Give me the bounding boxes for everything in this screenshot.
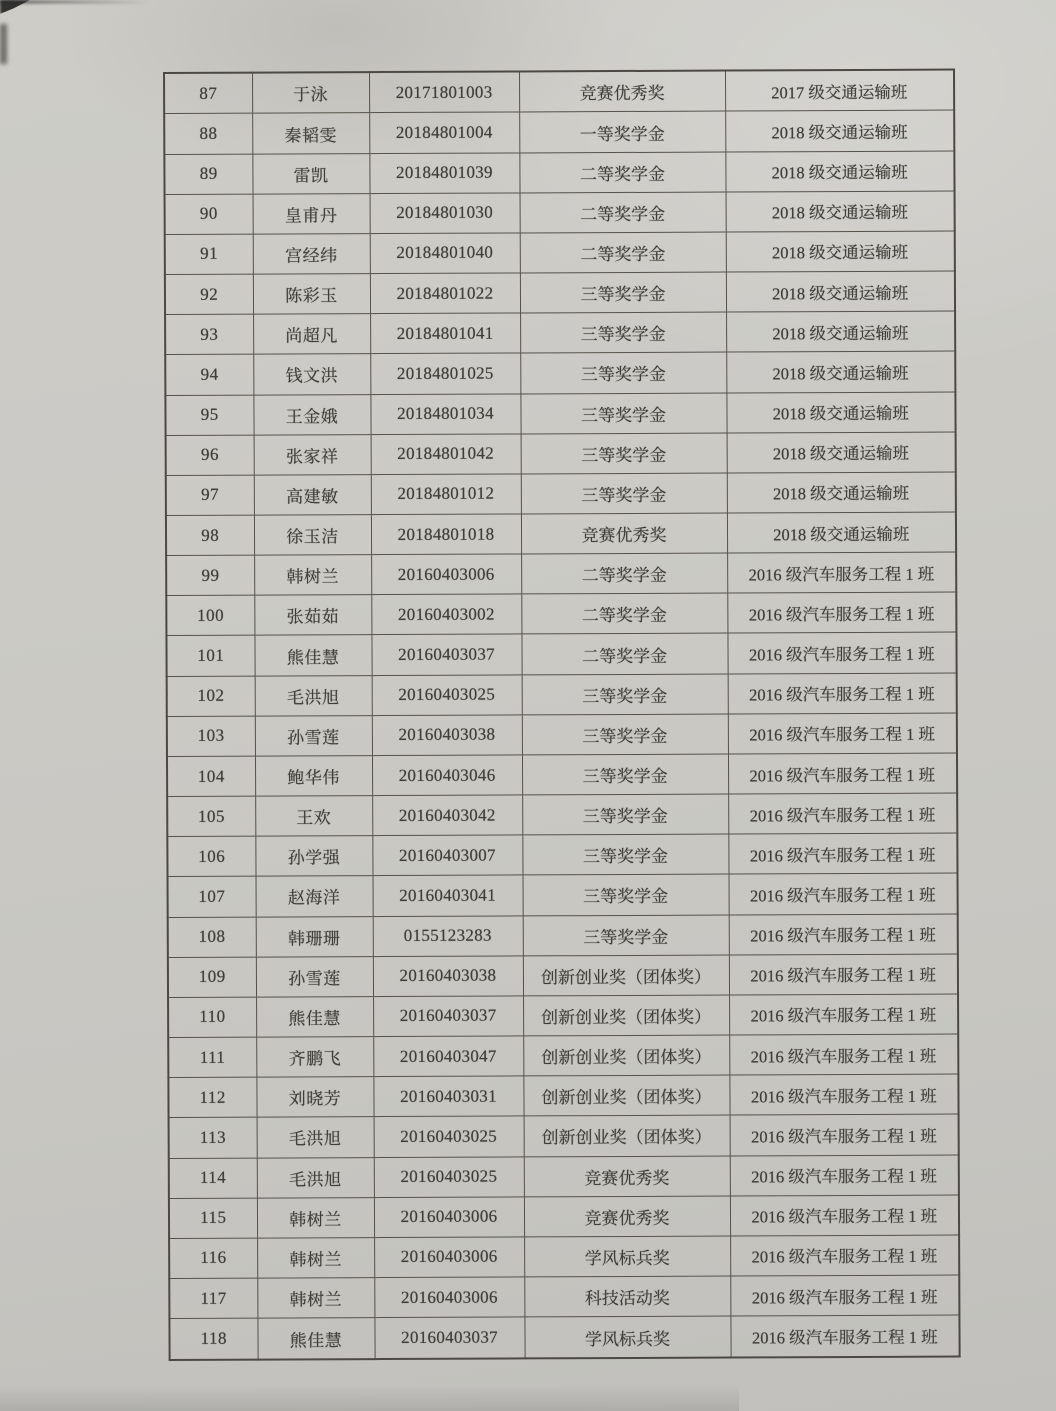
cell-row-number: 115 bbox=[169, 1198, 257, 1239]
table-row bbox=[164, 110, 954, 154]
scan-artifact-top-line bbox=[0, 0, 150, 4]
cell-student-name: 韩珊珊 bbox=[256, 916, 373, 957]
cell-award-name: 三等奖学金 bbox=[520, 272, 726, 313]
cell-class-name: 2016 级汽车服务工程 1 班 bbox=[729, 1074, 958, 1115]
table-row bbox=[168, 1074, 958, 1118]
cell-student-name: 高建敏 bbox=[254, 474, 371, 515]
cell-award-name: 二等奖学金 bbox=[520, 232, 726, 273]
cell-award-name: 创新创业奖（团体奖） bbox=[524, 1115, 730, 1156]
cell-row-number: 106 bbox=[167, 836, 255, 877]
cell-student-id: 20184801030 bbox=[370, 193, 520, 234]
cell-student-id: 20184801018 bbox=[371, 514, 521, 555]
table-row bbox=[168, 1034, 958, 1078]
table-row bbox=[169, 1155, 959, 1199]
cell-class-name: 2018 级交通运输班 bbox=[727, 472, 956, 513]
cell-class-name: 2016 级汽车服务工程 1 班 bbox=[730, 1315, 959, 1357]
table-row bbox=[168, 914, 958, 958]
cell-student-name: 尚超凡 bbox=[253, 314, 370, 355]
cell-award-name: 竞赛优秀奖 bbox=[524, 1196, 730, 1237]
cell-row-number: 110 bbox=[168, 997, 256, 1038]
cell-class-name: 2016 级汽车服务工程 1 班 bbox=[728, 713, 957, 754]
cell-student-name: 张家祥 bbox=[254, 434, 371, 475]
cell-award-name: 科技活动奖 bbox=[524, 1276, 730, 1317]
table-row bbox=[165, 271, 955, 315]
cell-award-name: 创新创业奖（团体奖） bbox=[523, 995, 729, 1036]
table-row bbox=[169, 1114, 959, 1158]
cell-award-name: 二等奖学金 bbox=[519, 152, 725, 193]
cell-row-number: 95 bbox=[165, 395, 253, 436]
cell-award-name: 三等奖学金 bbox=[522, 834, 728, 875]
cell-student-id: 20184801012 bbox=[371, 474, 521, 515]
cell-class-name: 2018 级交通运输班 bbox=[727, 512, 956, 553]
cell-class-name: 2016 级汽车服务工程 1 班 bbox=[729, 914, 958, 955]
cell-student-id: 20184801034 bbox=[370, 393, 520, 434]
cell-student-id: 20160403042 bbox=[372, 795, 522, 836]
cell-row-number: 94 bbox=[165, 354, 253, 395]
cell-award-name: 学风标兵奖 bbox=[524, 1316, 730, 1358]
cell-award-name: 三等奖学金 bbox=[520, 393, 726, 434]
cell-student-id: 20160403037 bbox=[371, 634, 521, 675]
table-row bbox=[169, 1235, 959, 1279]
cell-student-name: 熊佳慧 bbox=[257, 1318, 374, 1360]
cell-student-name: 韩树兰 bbox=[257, 1197, 374, 1238]
cell-row-number: 101 bbox=[166, 636, 254, 677]
cell-award-name: 三等奖学金 bbox=[523, 915, 729, 956]
cell-student-name: 孙雪莲 bbox=[256, 956, 373, 997]
cell-award-name: 二等奖学金 bbox=[521, 553, 727, 594]
cell-student-id: 20160403038 bbox=[373, 956, 523, 997]
cell-award-name: 一等奖学金 bbox=[519, 111, 725, 152]
cell-student-id: 20160403025 bbox=[374, 1156, 524, 1197]
cell-class-name: 2016 级汽车服务工程 1 班 bbox=[727, 592, 956, 633]
cell-student-id: 20160403002 bbox=[371, 594, 521, 635]
cell-student-id: 20184801041 bbox=[370, 313, 520, 354]
cell-award-name: 创新创业奖（团体奖） bbox=[523, 1035, 729, 1076]
cell-class-name: 2016 级汽车服务工程 1 班 bbox=[730, 1155, 959, 1196]
cell-row-number: 107 bbox=[168, 877, 256, 918]
cell-award-name: 三等奖学金 bbox=[523, 874, 729, 915]
cell-student-id: 20160403041 bbox=[373, 875, 523, 916]
cell-award-name: 竞赛优秀奖 bbox=[524, 1156, 730, 1197]
cell-student-name: 熊佳慧 bbox=[254, 635, 371, 676]
cell-student-id: 20184801004 bbox=[369, 112, 519, 153]
cell-row-number: 102 bbox=[167, 676, 255, 717]
cell-row-number: 88 bbox=[164, 114, 252, 155]
cell-student-id: 20160403007 bbox=[372, 835, 522, 876]
cell-student-name: 赵海洋 bbox=[256, 876, 373, 917]
cell-student-id: 20184801040 bbox=[370, 233, 520, 274]
cell-student-id: 20160403006 bbox=[374, 1197, 524, 1238]
cell-student-id: 20160403047 bbox=[373, 1036, 523, 1077]
cell-student-name: 钱文洪 bbox=[253, 354, 370, 395]
cell-row-number: 109 bbox=[168, 957, 256, 998]
scan-artifact-left-edge bbox=[0, 24, 7, 64]
table-row bbox=[168, 873, 958, 917]
cell-award-name: 三等奖学金 bbox=[522, 714, 728, 755]
cell-student-id: 20160403046 bbox=[372, 755, 522, 796]
award-table-container bbox=[163, 69, 961, 1361]
cell-award-name: 二等奖学金 bbox=[521, 593, 727, 634]
cell-award-name: 竞赛优秀奖 bbox=[519, 71, 725, 113]
cell-class-name: 2016 级汽车服务工程 1 班 bbox=[730, 1235, 959, 1276]
cell-class-name: 2016 级汽车服务工程 1 班 bbox=[729, 954, 958, 995]
table-row bbox=[165, 191, 955, 235]
cell-award-name: 竞赛优秀奖 bbox=[521, 513, 727, 554]
cell-row-number: 92 bbox=[165, 274, 253, 315]
cell-student-name: 毛洪旭 bbox=[257, 1157, 374, 1198]
cell-student-name: 皇甫丹 bbox=[253, 193, 370, 234]
cell-student-name: 鲍华伟 bbox=[255, 756, 372, 797]
table-row bbox=[165, 231, 955, 275]
cell-class-name: 2016 级汽车服务工程 1 班 bbox=[729, 994, 958, 1035]
cell-row-number: 90 bbox=[165, 194, 253, 235]
cell-award-name: 学风标兵奖 bbox=[524, 1236, 730, 1277]
cell-award-name: 创新创业奖（团体奖） bbox=[523, 1075, 729, 1116]
cell-award-name: 二等奖学金 bbox=[520, 192, 726, 233]
cell-class-name: 2017 级交通运输班 bbox=[725, 70, 954, 112]
cell-student-name: 王欢 bbox=[255, 796, 372, 837]
cell-row-number: 116 bbox=[169, 1238, 257, 1279]
cell-student-name: 孙雪莲 bbox=[255, 715, 372, 756]
cell-student-name: 雷凯 bbox=[252, 153, 369, 194]
cell-row-number: 96 bbox=[166, 435, 254, 476]
cell-class-name: 2016 级汽车服务工程 1 班 bbox=[730, 1275, 959, 1316]
cell-student-id: 20160403038 bbox=[372, 715, 522, 756]
cell-class-name: 2018 级交通运输班 bbox=[726, 271, 955, 312]
cell-award-name: 创新创业奖（团体奖） bbox=[523, 955, 729, 996]
cell-award-name: 二等奖学金 bbox=[521, 634, 727, 675]
cell-row-number: 118 bbox=[169, 1318, 257, 1360]
cell-class-name: 2018 级交通运输班 bbox=[725, 110, 954, 151]
cell-student-name: 宫经纬 bbox=[253, 234, 370, 275]
cell-award-name: 三等奖学金 bbox=[520, 352, 726, 393]
cell-row-number: 103 bbox=[167, 716, 255, 757]
table-row bbox=[166, 633, 956, 677]
cell-class-name: 2018 级交通运输班 bbox=[726, 191, 955, 232]
cell-row-number: 99 bbox=[166, 555, 254, 596]
cell-student-name: 齐鹏飞 bbox=[256, 1037, 373, 1078]
cell-student-name: 孙学强 bbox=[255, 836, 372, 877]
cell-class-name: 2016 级汽车服务工程 1 班 bbox=[728, 833, 957, 874]
cell-student-name: 韩树兰 bbox=[257, 1278, 374, 1319]
cell-student-name: 熊佳慧 bbox=[256, 996, 373, 1037]
cell-row-number: 91 bbox=[165, 234, 253, 275]
table-row bbox=[165, 311, 955, 355]
cell-row-number: 111 bbox=[168, 1037, 256, 1078]
table-row bbox=[167, 753, 957, 797]
cell-row-number: 93 bbox=[165, 314, 253, 355]
table-row bbox=[167, 793, 957, 837]
table-row bbox=[164, 151, 954, 195]
cell-student-name: 韩树兰 bbox=[254, 555, 371, 596]
cell-award-name: 三等奖学金 bbox=[522, 754, 728, 795]
table-row bbox=[166, 472, 956, 516]
table-row bbox=[168, 994, 958, 1038]
cell-class-name: 2016 级汽车服务工程 1 班 bbox=[730, 1114, 959, 1155]
table-row bbox=[165, 392, 955, 436]
cell-student-id: 20184801042 bbox=[371, 434, 521, 475]
cell-row-number: 117 bbox=[169, 1278, 257, 1319]
cell-student-name: 秦韬雯 bbox=[252, 113, 369, 154]
cell-student-name: 徐玉洁 bbox=[254, 515, 371, 556]
table-row bbox=[166, 552, 956, 596]
cell-row-number: 87 bbox=[164, 73, 252, 114]
cell-class-name: 2016 级汽车服务工程 1 班 bbox=[730, 1195, 959, 1236]
cell-row-number: 108 bbox=[168, 917, 256, 958]
table-row bbox=[166, 592, 956, 636]
cell-student-id: 20160403025 bbox=[374, 1116, 524, 1157]
cell-class-name: 2018 级交通运输班 bbox=[727, 432, 956, 473]
cell-row-number: 105 bbox=[167, 796, 255, 837]
cell-class-name: 2016 级汽车服务工程 1 班 bbox=[728, 753, 957, 794]
cell-student-id: 20160403006 bbox=[374, 1237, 524, 1278]
table-row bbox=[165, 351, 955, 395]
cell-row-number: 112 bbox=[168, 1077, 256, 1118]
table-row bbox=[167, 833, 957, 877]
table-row bbox=[169, 1315, 959, 1360]
cell-award-name: 三等奖学金 bbox=[521, 473, 727, 514]
award-table bbox=[163, 69, 961, 1361]
cell-row-number: 104 bbox=[167, 756, 255, 797]
cell-class-name: 2018 级交通运输班 bbox=[725, 151, 954, 192]
table-row bbox=[167, 713, 957, 757]
cell-student-id: 20184801025 bbox=[370, 353, 520, 394]
table-row bbox=[166, 432, 956, 476]
cell-class-name: 2016 级汽车服务工程 1 班 bbox=[727, 552, 956, 593]
cell-row-number: 100 bbox=[166, 595, 254, 636]
cell-award-name: 三等奖学金 bbox=[521, 433, 727, 474]
cell-award-name: 三等奖学金 bbox=[520, 312, 726, 353]
cell-class-name: 2018 级交通运输班 bbox=[726, 231, 955, 272]
cell-class-name: 2016 级汽车服务工程 1 班 bbox=[728, 793, 957, 834]
cell-student-id: 20160403025 bbox=[372, 675, 522, 716]
scan-shadow-bottom bbox=[0, 1385, 739, 1411]
cell-row-number: 98 bbox=[166, 515, 254, 556]
cell-class-name: 2016 级汽车服务工程 1 班 bbox=[727, 633, 956, 674]
cell-class-name: 2018 级交通运输班 bbox=[726, 392, 955, 433]
cell-student-id: 20160403031 bbox=[373, 1076, 523, 1117]
cell-student-name: 陈彩玉 bbox=[253, 274, 370, 315]
cell-student-name: 刘晓芳 bbox=[256, 1077, 373, 1118]
cell-student-id: 20184801039 bbox=[369, 153, 519, 194]
cell-student-name: 韩树兰 bbox=[257, 1237, 374, 1278]
cell-award-name: 三等奖学金 bbox=[522, 794, 728, 835]
cell-student-id: 20160403037 bbox=[373, 996, 523, 1037]
cell-student-name: 张茹茹 bbox=[254, 595, 371, 636]
table-row bbox=[169, 1195, 959, 1239]
table-row bbox=[168, 954, 958, 998]
cell-row-number: 89 bbox=[164, 154, 252, 195]
cell-class-name: 2016 级汽车服务工程 1 班 bbox=[729, 1034, 958, 1075]
cell-student-name: 毛洪旭 bbox=[255, 675, 372, 716]
cell-class-name: 2018 级交通运输班 bbox=[726, 311, 955, 352]
table-row bbox=[164, 70, 954, 114]
cell-row-number: 113 bbox=[169, 1117, 257, 1158]
cell-student-id: 20160403037 bbox=[374, 1317, 524, 1359]
cell-student-name: 毛洪旭 bbox=[257, 1117, 374, 1158]
cell-award-name: 三等奖学金 bbox=[522, 674, 728, 715]
cell-class-name: 2018 级交通运输班 bbox=[726, 351, 955, 392]
cell-student-name: 于泳 bbox=[252, 72, 369, 113]
table-row bbox=[169, 1275, 959, 1319]
cell-student-id: 20160403006 bbox=[374, 1277, 524, 1318]
table-row bbox=[167, 673, 957, 717]
cell-student-id: 0155123283 bbox=[373, 916, 523, 957]
table-row bbox=[166, 512, 956, 556]
cell-student-id: 20160403006 bbox=[371, 554, 521, 595]
cell-row-number: 114 bbox=[169, 1158, 257, 1199]
cell-class-name: 2016 级汽车服务工程 1 班 bbox=[729, 873, 958, 914]
cell-row-number: 97 bbox=[166, 475, 254, 516]
cell-student-id: 20184801022 bbox=[370, 273, 520, 314]
cell-student-name: 王金娥 bbox=[253, 394, 370, 435]
cell-student-id: 20171801003 bbox=[369, 71, 519, 113]
cell-class-name: 2016 级汽车服务工程 1 班 bbox=[728, 673, 957, 714]
